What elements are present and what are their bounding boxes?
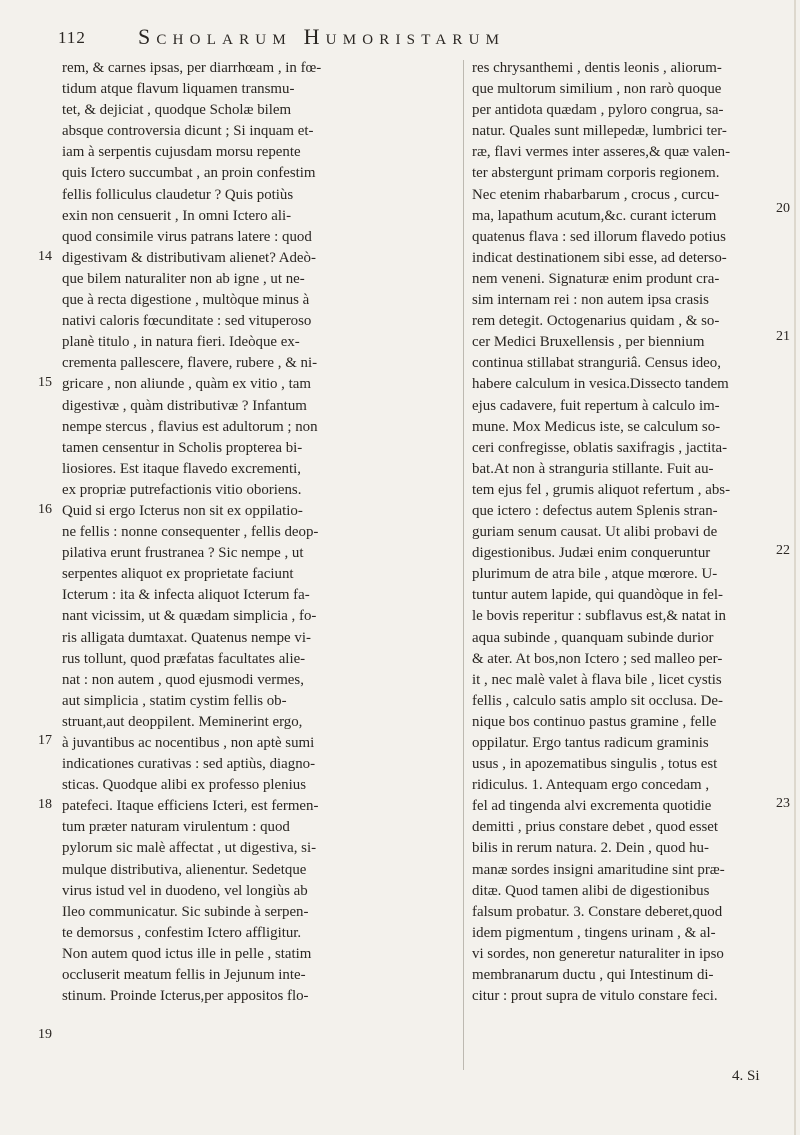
text-line: ne fellis : nonne consequenter , fellis deop- <box>62 524 319 541</box>
text-line: ter abstergunt primam corporis regionem. <box>472 165 720 182</box>
right-column <box>472 58 770 1007</box>
text-line: mune. Mox Medicus iste, se calculum so- <box>472 418 721 435</box>
text-line: guriam senum causat. Ut alibi probavi de <box>472 524 718 541</box>
text-line: pylorum sic malè affectat , ut digestiva, si- <box>62 840 317 857</box>
page-edge <box>794 0 796 1135</box>
text-line: exin non censuerit , In omni Ictero ali- <box>62 207 292 224</box>
text-line: Nec etenim rhabarbarum , crocus , curcu- <box>472 186 720 203</box>
text-line: ridiculus. 1. Antequam ergo concedam , <box>472 777 710 794</box>
text-line: cer Medici Bruxellensis , per biennium <box>472 334 705 351</box>
text-line: sim internam rei : non autem ipsa crasis <box>472 292 709 309</box>
text-line: habere calculum in vesica.Dissecto tandem <box>472 376 729 393</box>
margin-number: 19 <box>38 1027 52 1042</box>
text-line: nempe stercus , flavius est adultorum ; non <box>62 418 318 435</box>
text-line: nique bos continuo pastus gramine , felle <box>472 713 717 730</box>
text-line: tum præter naturam virulentum : quod <box>62 819 290 836</box>
running-head <box>48 24 768 54</box>
text-line: indicat destinationem sibi esse, ad deterso- <box>472 249 727 266</box>
text-line: idem pigmentum , tingens urinam , & al- <box>472 924 716 941</box>
text-line: citur : prout supra de vitulo constare feci. <box>472 988 718 1005</box>
text-line: tamen censentur in Scholis propterea bi- <box>62 439 303 456</box>
text-line: Non autem quod ictus ille in pelle , statim <box>62 945 312 962</box>
margin-number: 23 <box>776 796 790 811</box>
text-line: quatenus flava : sed illorum flavedo potius <box>472 228 726 245</box>
text-line: aqua subinde , quanquam subinde durior <box>472 629 714 646</box>
text-line: serpentes aliquot ex proprietate faciunt <box>62 566 294 583</box>
text-line: bilis in rerum natura. 2. Dein , quod hu- <box>472 840 709 857</box>
text-line: it , nec malè valet à flava bile , licet cystis <box>472 671 722 688</box>
text-line: demitti , prius constare debet , quod esset <box>472 819 719 836</box>
text-line: res chrysanthemi , dentis leonis , aliorum- <box>472 60 722 76</box>
margin-number: 14 <box>38 249 52 264</box>
text-line: nant vicissim, ut & quædam simplicia , fo- <box>62 608 317 625</box>
text-line: continua stillabat stranguriâ. Census ideo, <box>472 355 721 372</box>
text-line: & ater. At bos,non Ictero ; sed malleo per- <box>472 650 723 667</box>
text-line: mulque distributiva, alienentur. Sedetque <box>62 861 307 878</box>
text-line: quis Ictero succumbat , an proin confestim <box>62 165 316 182</box>
text-line: struant,aut deoppilent. Meminerint ergo, <box>62 713 303 730</box>
text-line: digestivam & distributivam alienet? Adeò- <box>62 249 316 266</box>
text-line: rus tollunt, quod præfatas facultates alie- <box>62 650 306 667</box>
margin-number: 22 <box>776 543 790 558</box>
text-line: fellis , calculo satis amplo sit occlusa. De- <box>472 692 724 709</box>
text-line: sticas. Quodque alibi ex professo plenius <box>62 777 306 794</box>
text-line: bat.At non à stranguria stillante. Fuit au- <box>472 460 714 477</box>
text-line: digestivæ , quàm distributivæ ? Infantum <box>62 397 307 414</box>
catchword: 4. Si <box>732 1068 760 1084</box>
text-line: que ictero : defectus autem Splenis stran- <box>472 502 718 519</box>
text-line: que multorum similium , non rarò quoque <box>472 81 722 98</box>
text-line: quod consimile virus patrans latere : quod <box>62 228 312 245</box>
text-line: fel ad tingenda alvi excrementa quotidie <box>472 798 712 815</box>
text-line: indicationes curativas : sed aptiùs, diagno- <box>62 756 316 773</box>
text-line: ex propriæ putrefactionis vitio oboriens. <box>62 481 302 498</box>
left-column <box>62 58 454 1007</box>
text-line: usus , in apozematibus singulis , totus est <box>472 756 718 773</box>
text-line: per antidota quædam , pyloro congrua, sa- <box>472 102 724 119</box>
text-line: manæ sordes insigni amaritudine sint præ- <box>472 861 725 878</box>
text-line: nat : non autem , quod ejusmodi vermes, <box>62 671 304 688</box>
text-line: digestionibus. Judæi enim conqueruntur <box>472 545 711 562</box>
text-line: ris alligata dumtaxat. Quatenus nempe vi- <box>62 629 311 646</box>
text-line: membranarum ductu , qui Intestinum di- <box>472 967 714 984</box>
margin-number: 15 <box>38 375 52 390</box>
text-line: rem detegit. Octogenarius quidam , & so- <box>472 313 720 330</box>
text-line: gricare , non aliunde , quàm ex vitio , tam <box>62 376 311 393</box>
text-line: aut simplicia , statim cystim fellis ob- <box>62 692 287 709</box>
text-line: tem ejus fel , grumis aliquot refertum , abs- <box>472 481 731 498</box>
text-line: iam à serpentis cujusdam morsu repente <box>62 144 301 161</box>
text-line: tet, & dejiciat , quodque Scholæ bilem <box>62 102 292 119</box>
text-line: ræ, flavi vermes inter asseres,& quæ valen- <box>472 144 731 161</box>
text-line: le bovis reperitur : subflavus est,& natat in <box>472 608 726 625</box>
margin-number: 16 <box>38 502 52 517</box>
text-line: crementa pallescere, flavere, rubere , & ni- <box>62 355 318 372</box>
text-line: natur. Quales sunt millepedæ, lumbrici ter- <box>472 123 727 140</box>
column-divider <box>463 60 464 1070</box>
text-line: Quid si ergo Icterus non sit ex oppilatio- <box>62 502 303 519</box>
text-line: nem veneni. Signaturæ enim produnt cra- <box>472 270 720 287</box>
text-line: tidum atque flavum liquamen transmu- <box>62 81 295 98</box>
text-line: ma, lapathum acutum,&c. curant icterum <box>472 207 717 224</box>
text-line: Icterum : ita & infecta aliquot Icterum fa- <box>62 587 310 604</box>
text-line: rem, & carnes ipsas, per diarrhœam , in fœ- <box>62 60 322 76</box>
text-line: ceri confregisse, oblatis saxifragis , jactita- <box>472 439 728 456</box>
text-line: à juvantibus ac nocentibus , non aptè sumi <box>62 735 315 751</box>
text-line: stinum. Proinde Icterus,per appositos flo- <box>62 988 309 1005</box>
text-line: oppilatur. Ergo tantus radicum graminis <box>472 735 709 751</box>
text-line: patefeci. Itaque efficiens Icteri, est fermen- <box>62 798 319 815</box>
text-line: que bilem naturaliter non ab igne , ut ne- <box>62 270 305 287</box>
margin-number: 17 <box>38 733 52 748</box>
margin-number: 18 <box>38 797 52 812</box>
text-line: virus istud vel in duodeno, vel longiùs ab <box>62 882 308 899</box>
text-line: plurimum de atra bile , atque mœrore. U- <box>472 566 718 583</box>
text-line: liosiores. Est itaque flavedo excrementi, <box>62 460 301 477</box>
text-line: falsum probatur. 3. Constare deberet,quod <box>472 903 723 920</box>
text-line: fellis folliculus claudetur ? Quis potiùs <box>62 186 294 203</box>
margin-number: 20 <box>776 201 790 216</box>
text-line: pilativa erunt frustranea ? Sic nempe , ut <box>62 545 304 562</box>
text-line: occluserit meatum fellis in Jejunum inte- <box>62 967 306 984</box>
text-line: que à recta digestione , multòque minus à <box>62 292 310 309</box>
text-line: ditæ. Quod tamen alibi de digestionibus <box>472 882 710 899</box>
margin-number: 21 <box>776 329 790 344</box>
page-number: 112 <box>58 28 86 47</box>
text-line: Ileo communicatur. Sic subinde à serpen- <box>62 903 309 920</box>
text-line: vi sordes, non generetur naturaliter in ipso <box>472 945 724 962</box>
running-title: Scholarum Humoristarum <box>138 24 506 49</box>
text-line: ejus cadavere, fuit repertum à calculo im- <box>472 397 720 414</box>
text-line: planè titulo , in natura fieri. Ideòque ex- <box>62 334 300 351</box>
text-line: tuntur autem lapide, qui quandòque in fel- <box>472 587 724 604</box>
text-line: nativi caloris fœcunditate : sed vituperoso <box>62 313 312 330</box>
text-line: absque controversia dicunt ; Si inquam et- <box>62 123 314 140</box>
text-line: te demorsus , confestim Ictero affligitur. <box>62 924 302 941</box>
